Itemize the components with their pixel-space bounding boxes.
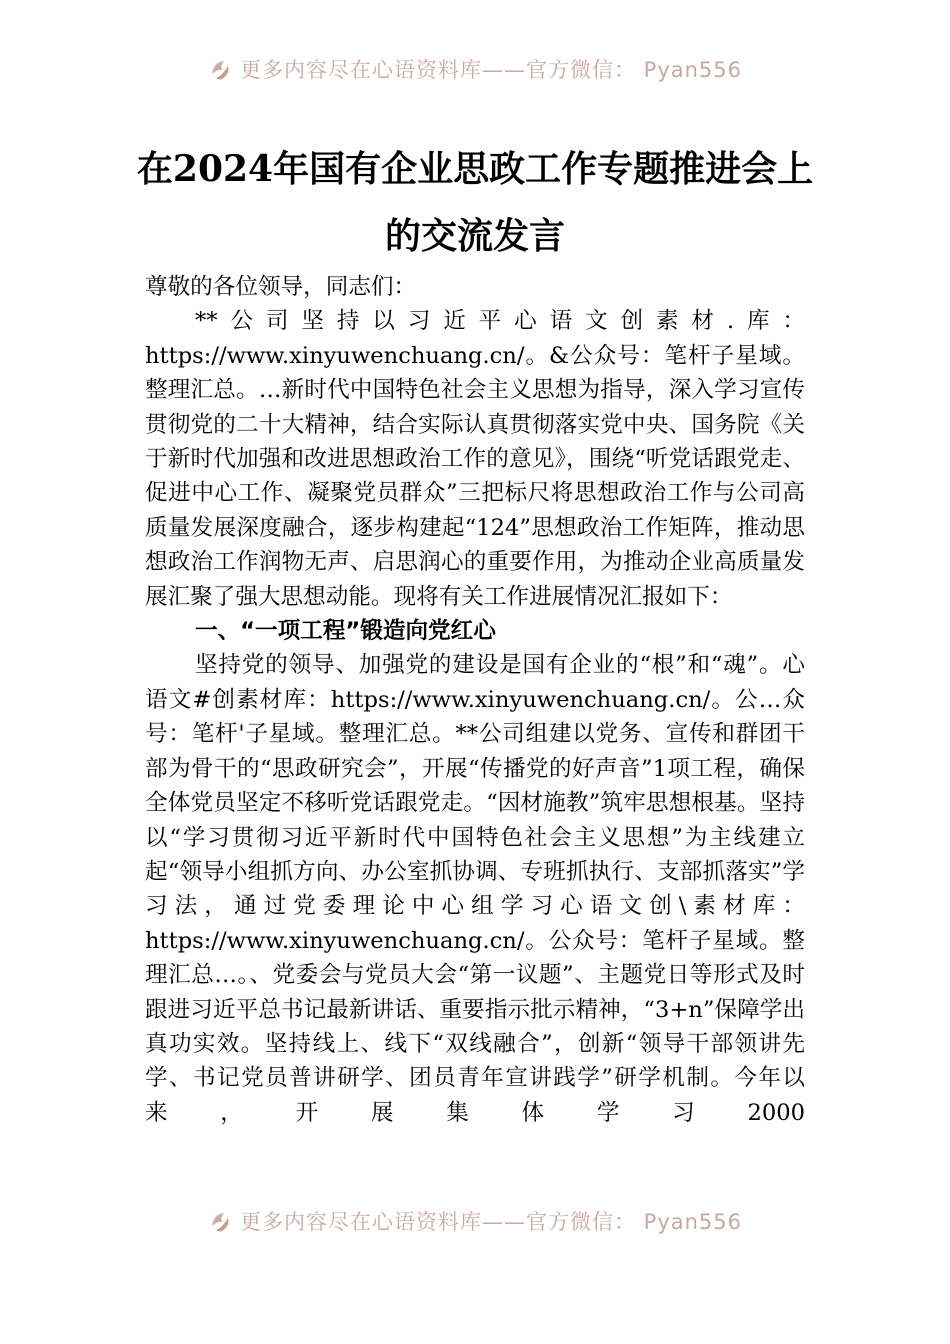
watermark-bottom (0, 1206, 950, 1236)
salutation: 尊敬的各位领导，同志们： (145, 274, 417, 300)
watermark-text: 更多内容尽在心语资料库——官方微信： Pyan556 (239, 58, 743, 82)
watermark-logo-icon (208, 56, 234, 82)
title-line-1: 在2024年国有企业思政工作专题推进会上 (136, 148, 814, 190)
title-line-2: 的交流发言 (384, 215, 565, 257)
watermark-top (0, 54, 950, 84)
paragraph-2: 坚持党的领导、加强党的建设是国有企业的“根”和“魂”。心语文#创素材库：https://www.xinyuwenchuang.cn/。公…众号：笔杆'子星域。整理汇总。**公司组建以党务、宣传和群团干部为骨干的“思政研究会”，开展“传播党的好声音”1项工程，确保全体党员坚定不移听党话跟党走。“因材施教”筑牢思想根基。坚持以“学习贯彻习近平新时代中国特色社会主义思想”为主线建立起“领导小组抓方向、办公室抓协调、专班抓执行、支部抓落实”学习法，通过党委理论中心组学习心语文创\素材库：https://www.xinyuwenchuang.cn/。公众号：笔杆子星域。整理汇总…。、党委会与党员大会“第一议题”、主题党日等形式及时跟进习近平总书记最新讲话、重要指示批示精神，“3+n”保障学出真功实效。坚持线上、线下“双线融合”，创新“领导干部领讲先学、书记党员普讲研学、团员青年宣讲践学”研学机制。今年以来，开展集体学习2000 (145, 652, 805, 1126)
watermark-text: 更多内容尽在心语资料库——官方微信： Pyan556 (239, 1210, 743, 1234)
paragraph-1: **公司坚持以习近平心语文创素材.库：https://www.xinyuwenchuang.cn/。&公众号：笔杆子星域。整理汇总。…新时代中国特色社会主义思想为指导，深入学习宣传贯彻党的二十大精神，结合实际认真贯彻落实党中央、国务院《关于新时代加强和改进思想政治工作的意见》，围绕“听党话跟党走、促进中心工作、凝聚党员群众”三把标尺将思想政治工作与公司高质量发展深度融合，逐步构建起“124”思想政治工作矩阵，推动思想政治工作润物无声、启思润心的重要作用，为推动企业高质量发展汇聚了强大思想动能。现将有关工作进展情况汇报如下： (145, 308, 805, 610)
section-heading-1: 一、“一项工程”锻造向党红心 (195, 618, 496, 645)
watermark-logo-icon (208, 1208, 234, 1234)
document-body (145, 270, 805, 1130)
